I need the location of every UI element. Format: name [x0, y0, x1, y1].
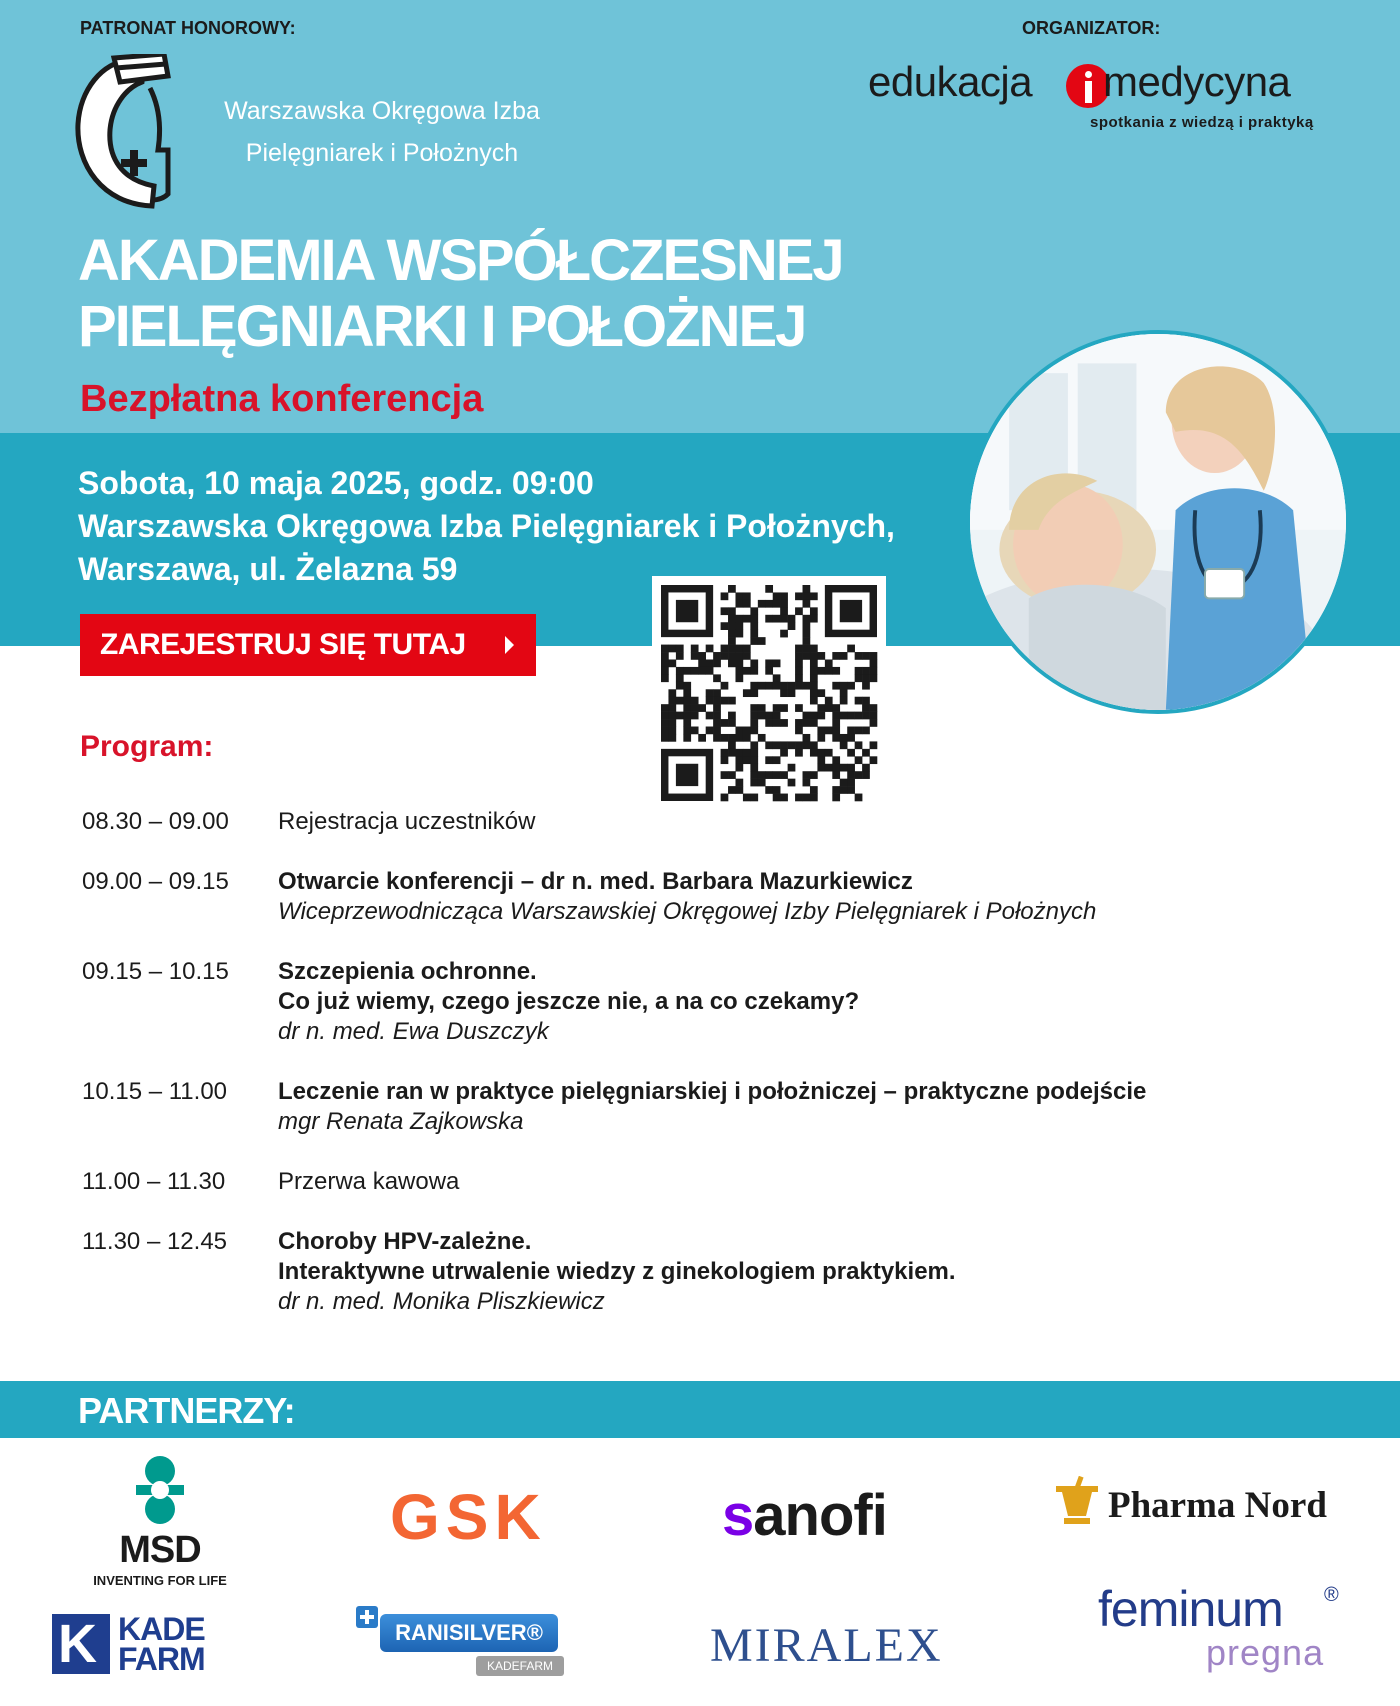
plus-icon: [356, 1606, 378, 1628]
agenda-speaker: Wiceprzewodnicząca Warszawskiej Okręgowej Izby Pielęgniarek i Położnych: [278, 898, 1097, 925]
organizer-word-right: medycyna: [1103, 58, 1291, 105]
feminum-sub: pregna: [1206, 1632, 1325, 1673]
qr-code[interactable]: [652, 576, 886, 810]
agenda-title: Szczepienia ochronne.: [278, 958, 537, 985]
agenda-speaker: mgr Renata Zajkowska: [278, 1108, 524, 1135]
agenda-speaker: dr n. med. Ewa Duszczyk: [278, 1018, 549, 1045]
register-button-label: ZAREJESTRUJ SIĘ TUTAJ: [100, 628, 466, 661]
patron-name-line1: Warszawska Okręgowa Izba: [224, 97, 540, 125]
organizer-word-left: edukacja: [868, 58, 1033, 105]
organizer-tagline: spotkania z wiedzą i praktyką: [1090, 114, 1314, 131]
agenda-time: 10.15 – 11.00: [82, 1078, 228, 1105]
patron-name: [192, 90, 572, 174]
mortar-icon: [1054, 1476, 1100, 1528]
agenda-title: Choroby HPV-zależne.: [278, 1228, 532, 1255]
feminum-logo: [1098, 1580, 1348, 1680]
msd-logo: [60, 1455, 260, 1587]
event-venue: Warszawska Okręgowa Izba Pielęgniarek i Położnych,: [78, 508, 895, 544]
ranisilver-logo: [356, 1606, 570, 1678]
program-heading: Program:: [80, 730, 214, 763]
msd-mark-icon: [130, 1455, 190, 1525]
register-button[interactable]: [80, 614, 536, 676]
ranisilver-sub: KADEFARM: [476, 1656, 564, 1676]
sanofi-initial: s: [722, 1483, 754, 1548]
nurse-patient-photo: [966, 330, 1350, 714]
page-title: [78, 228, 843, 360]
kadefarm-line2: FARM: [118, 1641, 205, 1677]
partners-heading: PARTNERZY:: [78, 1390, 295, 1431]
msd-name: MSD: [119, 1529, 201, 1571]
miralex-logo: MIRALEX: [710, 1619, 943, 1672]
title-line2: PIELĘGNIARKI I POŁOŻNEJ: [78, 294, 806, 359]
feminum-registered: ®: [1324, 1584, 1339, 1606]
chevron-right-icon: [505, 636, 514, 654]
agenda-speaker: dr n. med. Monika Pliszkiewicz: [278, 1288, 605, 1315]
pharma-nord-name: Pharma Nord: [1108, 1485, 1327, 1526]
feminum-name: feminum: [1098, 1581, 1283, 1637]
agenda-title: Co już wiemy, czego jeszcze nie, a na co czekamy?: [278, 988, 860, 1015]
subtitle: Bezpłatna konferencja: [80, 378, 484, 420]
agenda-title: Interaktywne utrwalenie wiedzy z ginekologiem praktykiem.: [278, 1258, 956, 1285]
nurse-chamber-logo-icon: [72, 54, 176, 212]
patron-name-line2: Pielęgniarek i Położnych: [245, 139, 519, 167]
event-info: [78, 462, 895, 591]
ranisilver-name: RANISILVER®: [380, 1614, 558, 1652]
gsk-logo: GSK: [390, 1481, 547, 1553]
agenda-time: 09.15 – 10.15: [82, 958, 229, 985]
kadefarm-k-mark: [52, 1614, 110, 1674]
agenda-title: Rejestracja uczestników: [278, 808, 536, 835]
organizer-label: ORGANIZATOR:: [1022, 18, 1161, 38]
agenda-time: 09.00 – 09.15: [82, 868, 229, 895]
pharma-nord-logo: [1054, 1472, 1344, 1536]
agenda-title: Otwarcie konferencji – dr n. med. Barbara Mazurkiewicz: [278, 868, 913, 895]
agenda-title: Przerwa kawowa: [278, 1168, 460, 1195]
title-line1: AKADEMIA WSPÓŁCZESNEJ: [78, 228, 843, 293]
kadefarm-k-letter: K: [58, 1614, 97, 1674]
patron-label: PATRONAT HONOROWY:: [80, 18, 296, 38]
sanofi-logo: [722, 1482, 887, 1549]
agenda-title: Leczenie ran w praktyce pielęgniarskiej i położniczej – praktyczne podejście: [278, 1078, 1147, 1105]
sanofi-rest: anofi: [753, 1483, 887, 1548]
agenda-time: 08.30 – 09.00: [82, 808, 229, 835]
event-datetime: Sobota, 10 maja 2025, godz. 09:00: [78, 465, 594, 501]
msd-tagline: INVENTING FOR LIFE: [93, 1573, 227, 1588]
event-address: Warszawa, ul. Żelazna 59: [78, 551, 458, 587]
kadefarm-logo: [52, 1611, 232, 1677]
kadefarm-line1: KADE: [118, 1611, 205, 1647]
organizer-logo: [868, 58, 1348, 138]
agenda-time: 11.30 – 12.45: [82, 1228, 228, 1255]
agenda-time: 11.00 – 11.30: [82, 1168, 226, 1195]
